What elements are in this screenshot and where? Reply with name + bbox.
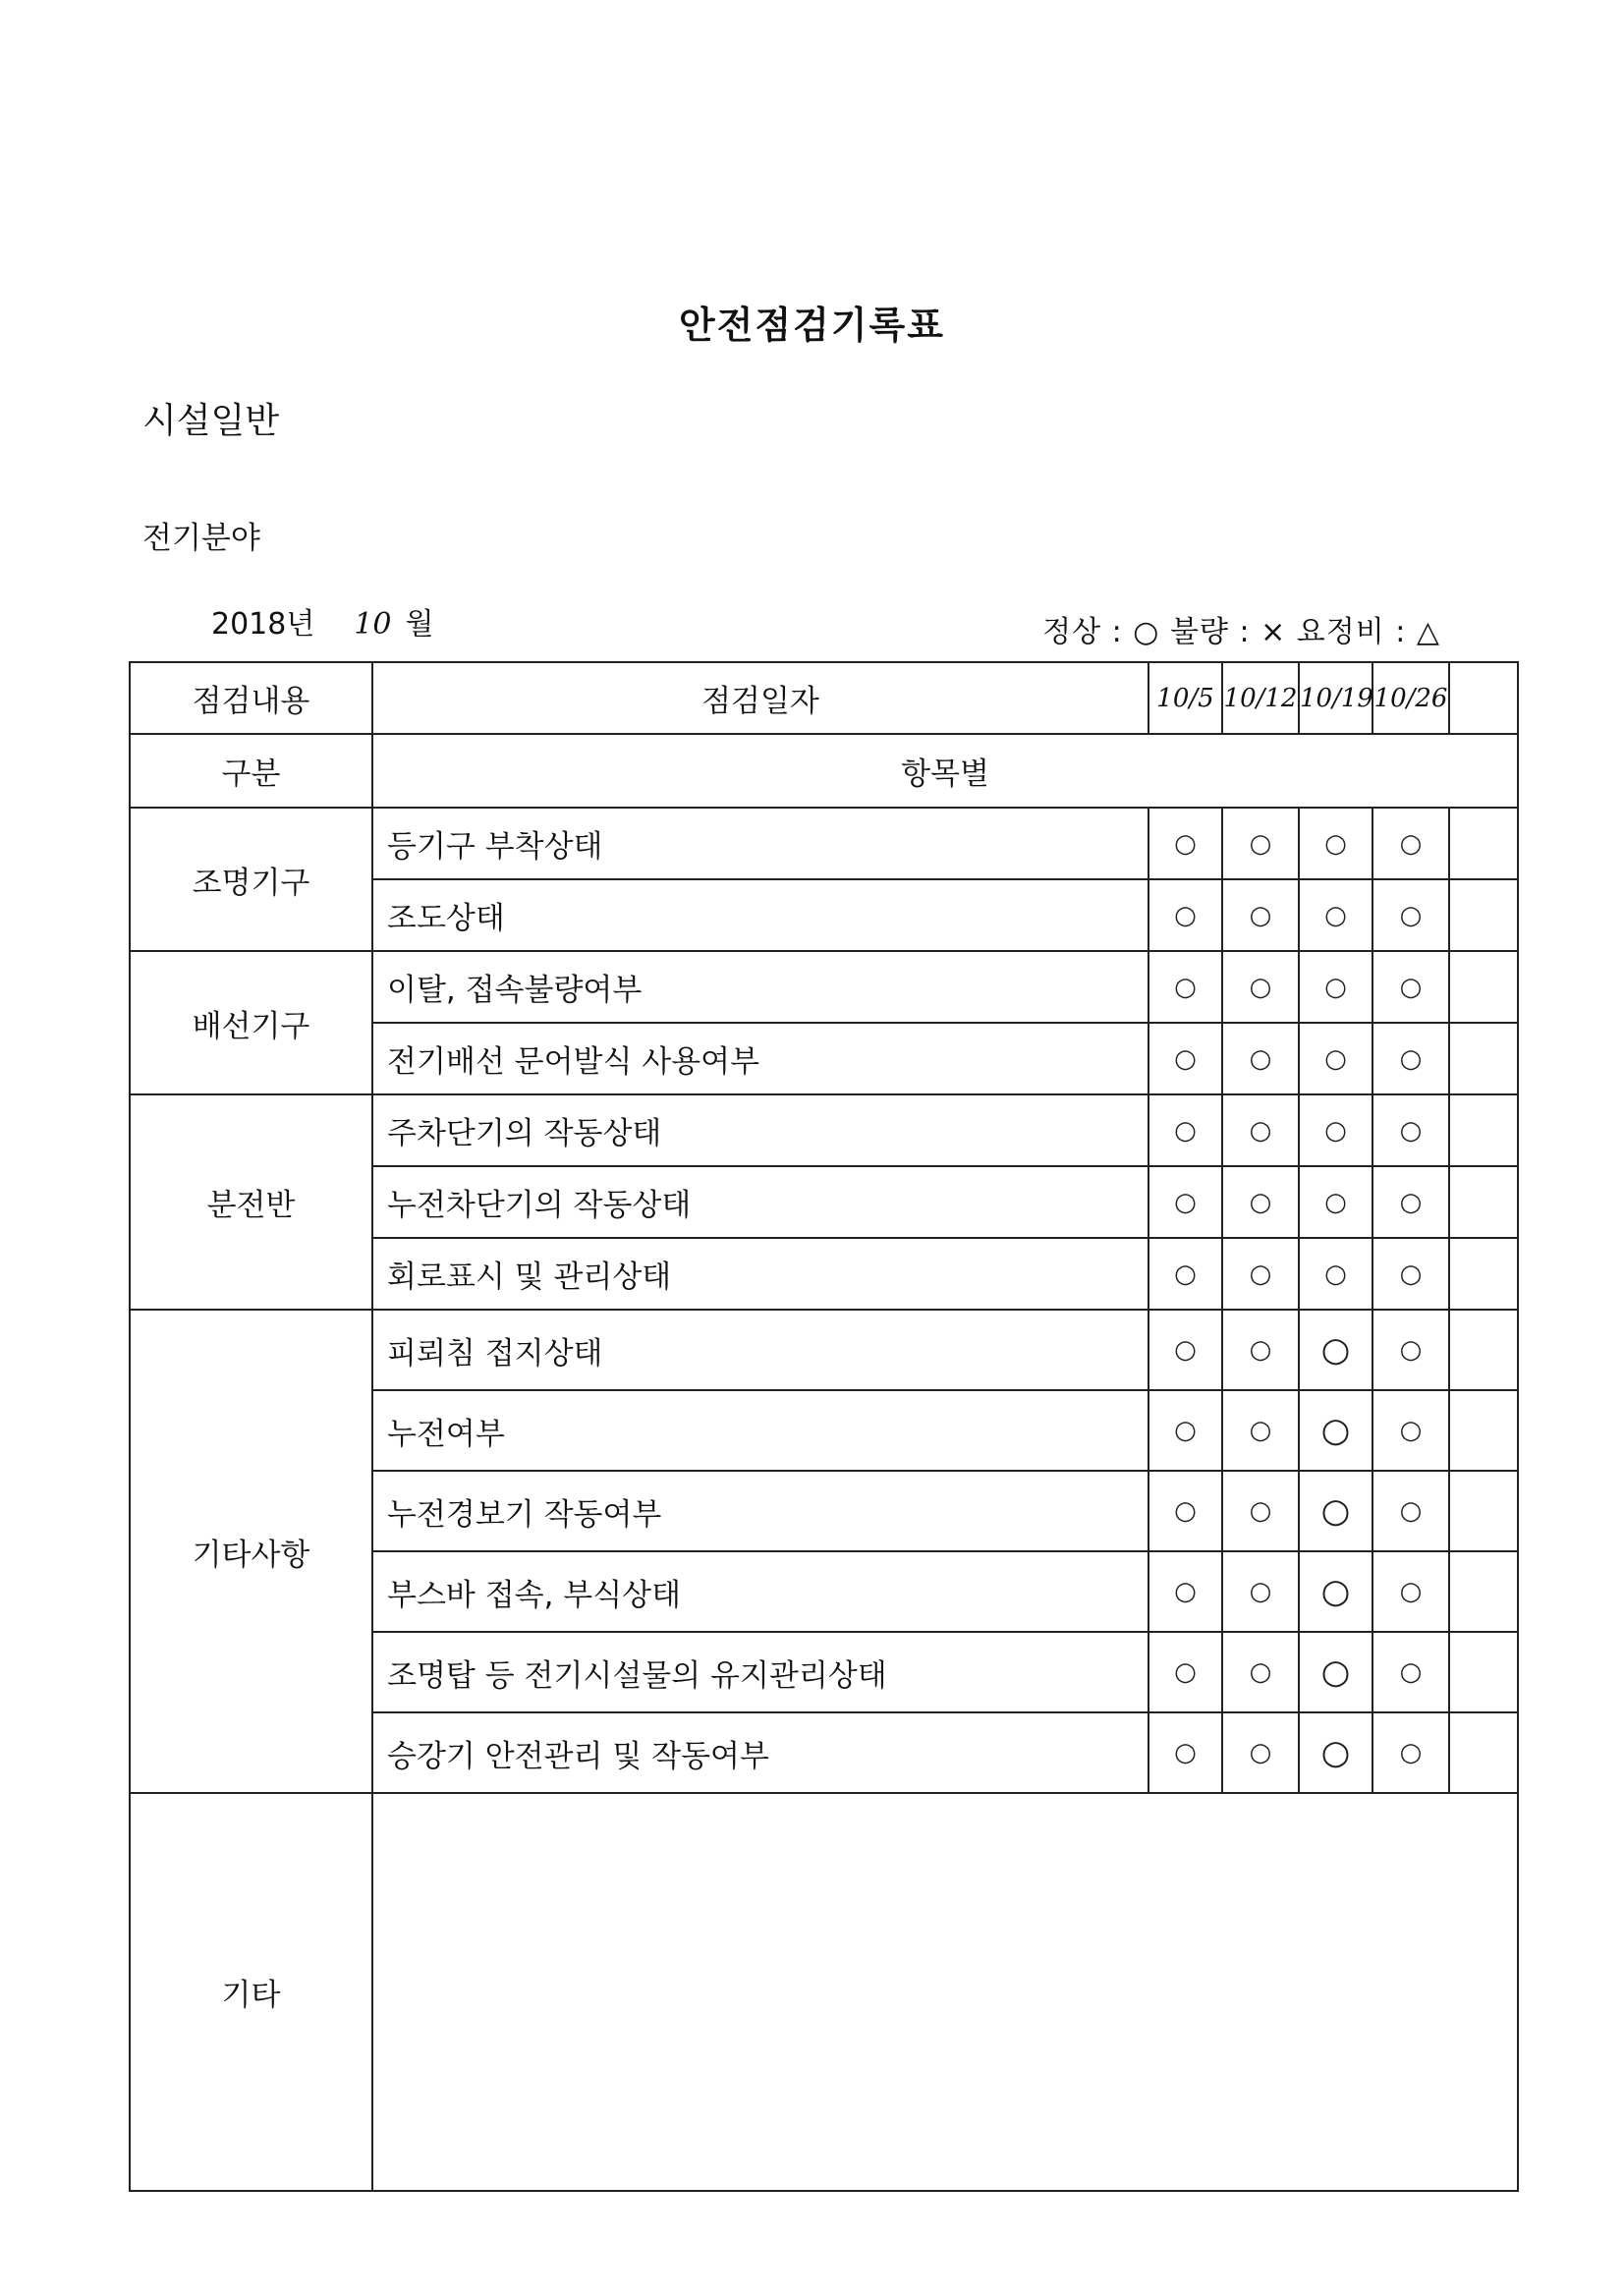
check-mark: ○ (1372, 1551, 1449, 1632)
other-label: 기타 (130, 1793, 372, 2191)
subsection-title: 전기분야 (142, 521, 260, 556)
table-row (130, 951, 1518, 1023)
check-mark: ○ (1148, 1712, 1222, 1793)
item-label: 승강기 안전관리 및 작동여부 (372, 1712, 1148, 1793)
check-mark: ○ (1222, 1023, 1299, 1094)
check-date-header: 점검일자 (372, 662, 1148, 734)
item-label: 누전경보기 작동여부 (372, 1471, 1148, 1551)
date-cell: 10/19 (1299, 662, 1372, 734)
empty-mark-cell (1449, 808, 1518, 879)
check-mark: ○ (1222, 1471, 1299, 1551)
check-mark: ○ (1148, 1632, 1222, 1712)
check-mark: ○ (1299, 1632, 1372, 1712)
month-unit: 월 (405, 607, 434, 642)
item-label: 조명탑 등 전기시설물의 유지관리상태 (372, 1632, 1148, 1712)
check-mark: ○ (1148, 951, 1222, 1023)
category-label: 배선기구 (130, 951, 372, 1094)
item-label: 전기배선 문어발식 사용여부 (372, 1023, 1148, 1094)
table-row (130, 1310, 1518, 1390)
check-mark: ○ (1222, 1712, 1299, 1793)
month-handwritten: 10 (354, 607, 392, 642)
period-line (211, 599, 434, 643)
check-mark: ○ (1222, 808, 1299, 879)
empty-mark-cell (1449, 1023, 1518, 1094)
check-mark: ○ (1222, 879, 1299, 951)
page-title: 안전점검기록표 (679, 304, 945, 347)
check-mark: ○ (1299, 1166, 1372, 1238)
check-mark: ○ (1299, 808, 1372, 879)
date-cell: 10/5 (1148, 662, 1222, 734)
check-mark: ○ (1299, 1238, 1372, 1310)
check-mark: ○ (1148, 1094, 1222, 1166)
check-mark: ○ (1222, 1094, 1299, 1166)
empty-mark-cell (1449, 1390, 1518, 1471)
item-label: 피뢰침 접지상태 (372, 1310, 1148, 1390)
category-label: 기타사항 (130, 1310, 372, 1793)
table-row (130, 1094, 1518, 1166)
check-mark: ○ (1372, 1094, 1449, 1166)
empty-mark-cell (1449, 1166, 1518, 1238)
header-row-items (130, 734, 1518, 808)
date-cell: 10/12 (1222, 662, 1299, 734)
header-row-dates (130, 662, 1518, 734)
check-mark: ○ (1299, 1551, 1372, 1632)
check-content-header: 점검내용 (130, 662, 372, 734)
check-mark: ○ (1372, 879, 1449, 951)
check-mark: ○ (1372, 1390, 1449, 1471)
check-mark: ○ (1148, 1551, 1222, 1632)
check-mark: ○ (1222, 1390, 1299, 1471)
other-content (372, 1793, 1518, 2191)
section-title: 시설일반 (142, 401, 280, 441)
check-mark: ○ (1222, 1632, 1299, 1712)
empty-date-cell (1449, 662, 1518, 734)
check-mark: ○ (1372, 1023, 1449, 1094)
empty-mark-cell (1449, 1632, 1518, 1712)
empty-mark-cell (1449, 879, 1518, 951)
inspection-table (129, 661, 1519, 2192)
empty-mark-cell (1449, 1712, 1518, 1793)
empty-mark-cell (1449, 951, 1518, 1023)
empty-mark-cell (1449, 1471, 1518, 1551)
empty-mark-cell (1449, 1551, 1518, 1632)
item-label: 누전여부 (372, 1390, 1148, 1471)
check-mark: ○ (1372, 1310, 1449, 1390)
check-mark: ○ (1222, 1166, 1299, 1238)
check-mark: ○ (1372, 951, 1449, 1023)
table-row (130, 808, 1518, 879)
item-label: 회로표시 및 관리상태 (372, 1238, 1148, 1310)
empty-mark-cell (1449, 1094, 1518, 1166)
check-mark: ○ (1148, 1390, 1222, 1471)
category-header: 구분 (130, 734, 372, 808)
check-mark: ○ (1222, 1551, 1299, 1632)
check-mark: ○ (1148, 1471, 1222, 1551)
check-mark: ○ (1372, 1632, 1449, 1712)
item-label: 이탈, 접속불량여부 (372, 951, 1148, 1023)
check-mark: ○ (1299, 1094, 1372, 1166)
category-label: 분전반 (130, 1094, 372, 1310)
check-mark: ○ (1299, 1023, 1372, 1094)
check-mark: ○ (1148, 1023, 1222, 1094)
check-mark: ○ (1372, 808, 1449, 879)
check-mark: ○ (1299, 879, 1372, 951)
check-mark: ○ (1299, 1310, 1372, 1390)
check-mark: ○ (1148, 1166, 1222, 1238)
check-mark: ○ (1299, 1712, 1372, 1793)
item-label: 조도상태 (372, 879, 1148, 951)
check-mark: ○ (1148, 808, 1222, 879)
year: 2018년 (211, 607, 315, 642)
check-mark: ○ (1222, 951, 1299, 1023)
other-row (130, 1793, 1518, 2191)
check-mark: ○ (1372, 1166, 1449, 1238)
mark-legend: 정상 : ○ 불량 : × 요정비 : △ (1042, 615, 1440, 649)
check-mark: ○ (1148, 1238, 1222, 1310)
check-mark: ○ (1299, 1471, 1372, 1551)
check-mark: ○ (1372, 1712, 1449, 1793)
empty-mark-cell (1449, 1310, 1518, 1390)
by-item-header: 항목별 (372, 734, 1518, 808)
category-label: 조명기구 (130, 808, 372, 951)
check-mark: ○ (1148, 879, 1222, 951)
empty-mark-cell (1449, 1238, 1518, 1310)
check-mark: ○ (1222, 1310, 1299, 1390)
check-mark: ○ (1222, 1238, 1299, 1310)
item-label: 부스바 접속, 부식상태 (372, 1551, 1148, 1632)
item-label: 누전차단기의 작동상태 (372, 1166, 1148, 1238)
check-mark: ○ (1299, 1390, 1372, 1471)
check-mark: ○ (1148, 1310, 1222, 1390)
check-mark: ○ (1372, 1238, 1449, 1310)
date-cell: 10/26 (1372, 662, 1449, 734)
item-label: 주차단기의 작동상태 (372, 1094, 1148, 1166)
check-mark: ○ (1372, 1471, 1449, 1551)
check-mark: ○ (1299, 951, 1372, 1023)
item-label: 등기구 부착상태 (372, 808, 1148, 879)
